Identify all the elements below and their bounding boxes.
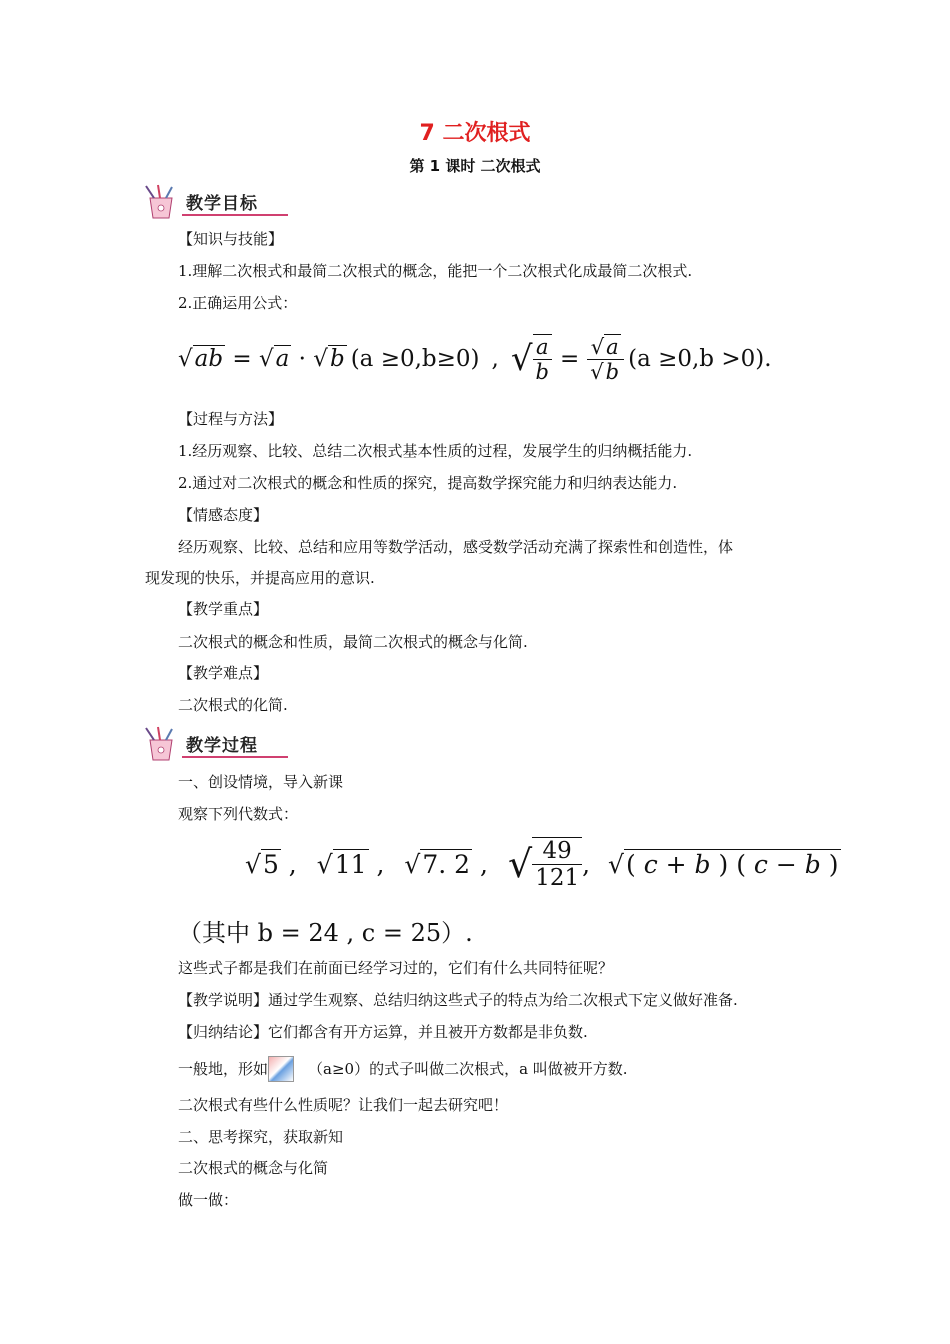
emotion-heading: 【情感态度】 xyxy=(178,506,269,524)
expr-sqrt-product: √( c + b ) ( c − b ) xyxy=(608,849,839,879)
general-suffix: （a≥0）的式子叫做二次根式，a 叫做被开方数. xyxy=(308,1060,628,1078)
formula-sqrt-quotient: √ $\frac{a}{b}$ = $\frac{√a}{√b}$ xyxy=(511,334,624,384)
section-badge-process xyxy=(142,726,292,762)
badge-label: 教学目标 xyxy=(186,194,258,214)
knowledge-item-1: 1.理解二次根式和最简二次根式的概念，能把一个二次根式化成最简二次根式. xyxy=(178,262,693,280)
knowledge-item-2: 2.正确运用公式： xyxy=(178,294,298,312)
general-definition xyxy=(178,1056,628,1082)
formula-1-condition: (a ≥0,b≥0) xyxy=(350,346,480,372)
expr-sqrt11: √11 , xyxy=(316,849,385,879)
formula-sqrt-product: √ab = √a · √b xyxy=(178,346,345,372)
question-text: 这些式子都是我们在前面已经学习过的，它们有什么共同特征呢？ xyxy=(178,959,614,977)
expr-where: （其中 b = 24 , c = 25）. xyxy=(178,919,473,947)
sqrt-a-image-icon xyxy=(268,1056,294,1082)
difficult-heading: 【教学难点】 xyxy=(178,664,269,682)
general-prefix: 一般地，形如 xyxy=(178,1060,269,1078)
method-item-1: 1.经历观察、比较、总结二次根式基本性质的过程，发展学生的归纳概括能力. xyxy=(178,442,693,460)
try-text: 做一做： xyxy=(178,1191,239,1209)
expr-sqrt-frac: √ $\frac{49}{121}$ , xyxy=(507,838,591,891)
page-subtitle: 第 1 课时 二次根式 xyxy=(409,157,541,175)
teaching-note: 【教学说明】通过学生观察、总结归纳这些式子的特点为给二次根式下定义做好准备. xyxy=(178,991,738,1009)
formula-2-condition: (a ≥0,b >0). xyxy=(628,346,772,372)
observe-text: 观察下列代数式： xyxy=(178,805,299,823)
formula-line: √ab = √a · √b (a ≥0,b≥0) , √ $\frac{a}{b}$ = $\frac{√a}{√b}$ (a ≥0,b >0). xyxy=(178,334,772,384)
expr-sqrt7-2: √7. 2 , xyxy=(404,849,488,879)
badge-underline xyxy=(182,756,288,758)
page-title: 7 二次根式 xyxy=(419,121,531,146)
key-text: 二次根式的概念和性质，最简二次根式的概念与化简. xyxy=(178,633,528,651)
emotion-text-line-1: 经历观察、比较、总结和应用等数学活动，感受数学活动充满了探索性和创造性，体 xyxy=(178,538,734,556)
key-heading: 【教学重点】 xyxy=(178,600,269,618)
method-heading: 【过程与方法】 xyxy=(178,410,284,428)
badge-underline xyxy=(182,214,288,216)
difficult-text: 二次根式的化简. xyxy=(178,696,288,714)
section-badge-goals xyxy=(142,184,292,220)
step-1-heading: 一、创设情境，导入新课 xyxy=(178,773,344,791)
expr-sqrt5: √5 , xyxy=(245,849,297,879)
badge-label: 教学过程 xyxy=(186,736,258,756)
step-2-heading: 二、思考探究，获取新知 xyxy=(178,1128,344,1146)
emotion-text-line-2: 现发现的快乐，并提高应用的意识. xyxy=(145,569,375,587)
knowledge-heading: 【知识与技能】 xyxy=(178,230,284,248)
method-item-2: 2.通过对二次根式的概念和性质的探究，提高数学探究能力和归纳表达能力. xyxy=(178,474,678,492)
properties-question: 二次根式有些什么性质呢？让我们一起去研究吧！ xyxy=(178,1096,509,1114)
concept-heading: 二次根式的概念与化简 xyxy=(178,1159,329,1177)
expressions-line xyxy=(245,832,841,896)
conclusion-text: 【归纳结论】它们都含有开方运算，并且被开方数都是非负数. xyxy=(178,1023,588,1041)
